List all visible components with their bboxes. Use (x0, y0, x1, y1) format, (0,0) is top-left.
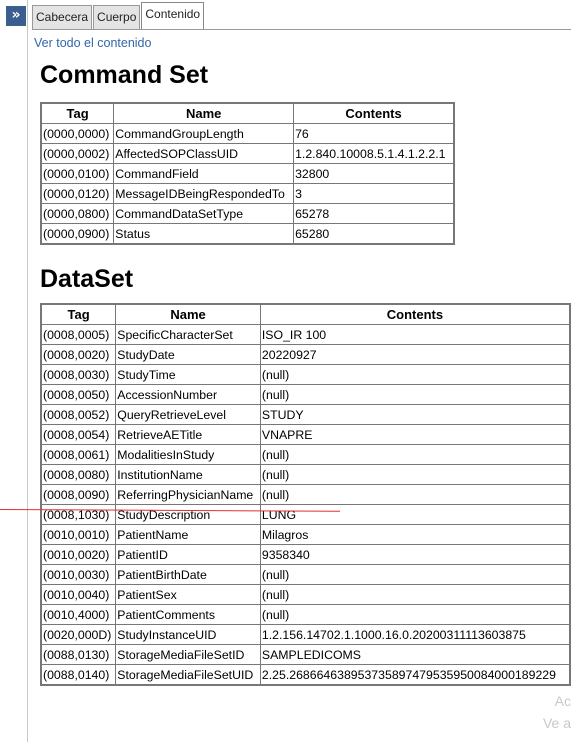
tag-cell: (0008,0030) (41, 365, 116, 385)
contents-cell: (null) (260, 465, 570, 485)
table-row (41, 605, 570, 625)
tag-cell: (0008,0061) (41, 445, 116, 465)
name-cell: InstitutionName (116, 465, 261, 485)
contents-cell: 76 (294, 124, 454, 144)
contents-cell: STUDY (260, 405, 570, 425)
contents-cell: (null) (260, 565, 570, 585)
table-row (41, 525, 570, 545)
contents-cell: 3 (294, 184, 454, 204)
contents-cell: LUNG (260, 505, 570, 525)
name-cell: SpecificCharacterSet (116, 325, 261, 345)
contents-cell: VNAPRE (260, 425, 570, 445)
dataset-title: DataSet (40, 265, 134, 293)
tag-cell: (0008,0050) (41, 385, 116, 405)
tag-header: Tag (41, 304, 116, 325)
tag-cell: (0010,0040) (41, 585, 116, 605)
tag-cell: (0008,1030) (41, 505, 116, 525)
name-cell: PatientID (116, 545, 261, 565)
contents-cell: SAMPLEDICOMS (260, 645, 570, 665)
contents-cell: (null) (260, 385, 570, 405)
table-row (41, 625, 570, 645)
contents-cell: 9358340 (260, 545, 570, 565)
table-row (41, 365, 570, 385)
name-cell: AffectedSOPClassUID (114, 144, 294, 164)
table-row (41, 224, 454, 245)
table-header-row (41, 103, 454, 124)
name-cell: CommandGroupLength (114, 124, 294, 144)
name-cell: PatientComments (116, 605, 261, 625)
contents-header: Contents (294, 103, 454, 124)
contents-cell: 1.2.840.10008.5.1.4.1.2.2.1 (294, 144, 454, 164)
name-cell: StudyTime (116, 365, 261, 385)
tag-cell: (0010,0010) (41, 525, 116, 545)
name-cell: StorageMediaFileSetUID (116, 665, 261, 686)
tag-header: Tag (41, 103, 114, 124)
command-set-table (40, 102, 455, 245)
contents-cell: (null) (260, 445, 570, 465)
watermark-line-1: Ac (554, 693, 571, 709)
contents-cell: (null) (260, 605, 570, 625)
name-cell: ReferringPhysicianName (116, 485, 261, 505)
name-cell: StudyInstanceUID (116, 625, 261, 645)
name-cell: QueryRetrieveLevel (116, 405, 261, 425)
table-row (41, 565, 570, 585)
table-row (41, 645, 570, 665)
tag-cell: (0000,0002) (41, 144, 114, 164)
contents-cell: 1.2.156.14702.1.1000.16.0.20200311113603875 (260, 625, 570, 645)
tag-cell: (0000,0100) (41, 164, 114, 184)
command-set-title: Command Set (40, 61, 209, 89)
name-cell: CommandDataSetType (114, 204, 294, 224)
tag-cell: (0008,0090) (41, 485, 116, 505)
sidebar-strip (0, 0, 28, 742)
tag-cell: (0000,0120) (41, 184, 114, 204)
tab-cabecera[interactable]: Cabecera (32, 5, 92, 29)
tag-cell: (0010,0030) (41, 565, 116, 585)
contents-cell: 2.25.268664638953735897479535950084000189229 (260, 665, 570, 686)
tag-cell: (0020,000D) (41, 625, 116, 645)
tag-cell: (0000,0800) (41, 204, 114, 224)
table-row (41, 144, 454, 164)
table-row (41, 545, 570, 565)
table-header-row (41, 304, 570, 325)
table-row (41, 164, 454, 184)
table-row (41, 485, 570, 505)
name-cell: Status (114, 224, 294, 245)
table-row (41, 585, 570, 605)
name-cell: PatientSex (116, 585, 261, 605)
tag-cell: (0010,0020) (41, 545, 116, 565)
name-cell: StorageMediaFileSetID (116, 645, 261, 665)
table-row (41, 465, 570, 485)
watermark-line-2: Ve a (542, 715, 571, 731)
table-row (41, 425, 570, 445)
name-cell: PatientName (116, 525, 261, 545)
dataset-table (40, 303, 571, 686)
content-panel (32, 30, 571, 686)
contents-cell: (null) (260, 485, 570, 505)
name-header: Name (114, 103, 294, 124)
activation-watermark (543, 690, 571, 734)
tab-cuerpo[interactable]: Cuerpo (93, 5, 140, 29)
name-cell: RetrieveAETitle (116, 425, 261, 445)
tag-cell: (0008,0052) (41, 405, 116, 425)
contents-cell: 65280 (294, 224, 454, 245)
name-cell: PatientBirthDate (116, 565, 261, 585)
table-row (41, 405, 570, 425)
tag-cell: (0088,0140) (41, 665, 116, 686)
name-cell: ModalitiesInStudy (116, 445, 261, 465)
tag-cell: (0000,0000) (41, 124, 114, 144)
name-cell: CommandField (114, 164, 294, 184)
contents-cell: 32800 (294, 164, 454, 184)
tag-cell: (0088,0130) (41, 645, 116, 665)
contents-cell: (null) (260, 365, 570, 385)
contents-cell: ISO_IR 100 (260, 325, 570, 345)
table-row (41, 184, 454, 204)
table-row (41, 345, 570, 365)
see-all-content-link[interactable]: Ver todo el contenido (34, 36, 152, 50)
table-row (41, 445, 570, 465)
contents-cell: 65278 (294, 204, 454, 224)
name-cell: MessageIDBeingRespondedTo (114, 184, 294, 204)
table-row (41, 124, 454, 144)
table-row (41, 204, 454, 224)
contents-cell: Milagros (260, 525, 570, 545)
tag-cell: (0008,0005) (41, 325, 116, 345)
name-cell: AccessionNumber (116, 385, 261, 405)
table-row (41, 325, 570, 345)
contents-cell: 20220927 (260, 345, 570, 365)
name-cell: StudyDate (116, 345, 261, 365)
tag-cell: (0008,0020) (41, 345, 116, 365)
table-row (41, 665, 570, 686)
table-row (41, 385, 570, 405)
contents-cell: (null) (260, 585, 570, 605)
contents-header: Contents (260, 304, 570, 325)
name-header: Name (116, 304, 261, 325)
tag-cell: (0010,4000) (41, 605, 116, 625)
name-cell: StudyDescription (116, 505, 261, 525)
tab-contenido[interactable]: Contenido (141, 2, 204, 29)
tag-cell: (0008,0054) (41, 425, 116, 445)
tag-cell: (0008,0080) (41, 465, 116, 485)
expand-sidebar-button[interactable]: » (6, 6, 26, 26)
table-row (41, 505, 570, 525)
tab-bar (32, 5, 205, 29)
tag-cell: (0000,0900) (41, 224, 114, 245)
